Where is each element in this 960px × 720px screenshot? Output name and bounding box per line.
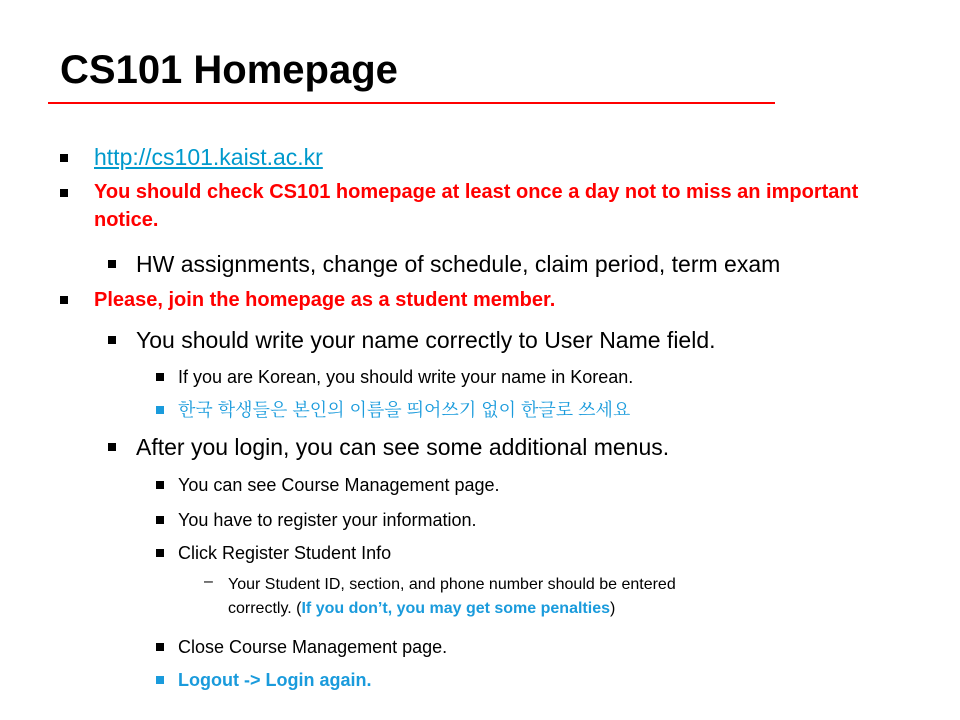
close-course-text: Close Course Management page. [178, 637, 448, 657]
student-id-line2 [228, 599, 615, 619]
penalty-warning: If you don’t, you may get some penalties [301, 600, 610, 617]
bullet-icon [156, 643, 164, 651]
bullet-icon [156, 406, 164, 414]
bullet-icon [60, 189, 68, 197]
dash-bullet: – [204, 573, 213, 590]
hw-text: HW assignments, change of schedule, claim period, term exam [136, 251, 781, 277]
course-mgmt-text: You can see Course Management page. [178, 475, 500, 495]
bullet-icon [108, 443, 116, 451]
bullet-icon [156, 373, 164, 381]
bullet-icon [108, 260, 116, 268]
bullet-icon [156, 481, 164, 489]
name-field-text: You should write your name correctly to User Name field. [136, 327, 716, 353]
after-login-text: After you login, you can see some additional menus. [136, 434, 670, 460]
student-id-line1: Your Student ID, section, and phone number should be entered [228, 576, 676, 593]
bullet-icon [156, 676, 164, 684]
bullet-icon [156, 516, 164, 524]
join-text: Please, join the homepage as a student member. [94, 289, 556, 311]
click-register-text: Click Register Student Info [178, 543, 392, 563]
bullet-icon [60, 154, 68, 162]
bullet-icon [60, 296, 68, 304]
relogin-text: Logout -> Login again. [178, 670, 372, 690]
korean-instruction-en: If you are Korean, you should write your name in Korean. [178, 367, 634, 387]
slide-title: CS101 Homepage [60, 48, 398, 92]
check-notice-text: You should check CS101 homepage at least once a day not to miss an important notice. [94, 181, 859, 231]
student-id-prefix: correctly. ( [228, 600, 302, 617]
bullet-icon [156, 549, 164, 557]
homepage-link[interactable]: http://cs101.kaist.ac.kr [94, 144, 323, 170]
student-id-suffix: ) [609, 600, 616, 617]
bullet-icon [108, 336, 116, 344]
title-underline [48, 102, 775, 104]
register-info-text: You have to register your information. [178, 510, 477, 530]
korean-instruction-ko: 한국 학생들은 본인의 이름을 띄어쓰기 없이 한글로 쓰세요 [178, 400, 631, 420]
